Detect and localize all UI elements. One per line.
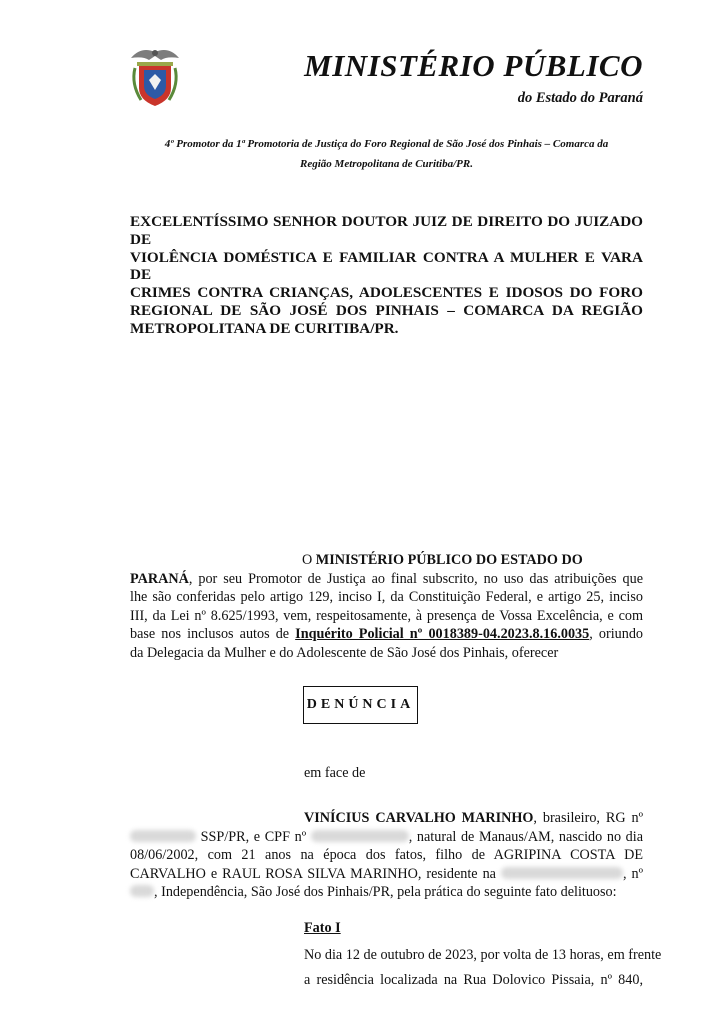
promotoria-line: 4º Promotor da 1ª Promotoria de Justiça do Foro Regional de São José dos Pinhais – Comarca da (164, 138, 609, 150)
intro-text: , por seu Promotor de Justiça ao final subscrito, no uso das atribuições que (188, 570, 643, 587)
denuncia-title: DENÚNCIA (306, 697, 415, 712)
denuncia-title-box (303, 686, 418, 724)
addressee-line: VIOLÊNCIA DOMÉSTICA E FAMILIAR CONTRA A MULHER E VARA DE (130, 248, 643, 284)
accused-text: SSP/PR, e CPF nº (196, 828, 311, 845)
intro-bold: PARANÁ (130, 570, 189, 587)
fato-line: a residência localizada na Rua Dolovico Pissaia, nº 840, (304, 972, 643, 988)
intro-bold: MINISTÉRIO PÚBLICO DO ESTADO DO (315, 552, 583, 568)
addressee-line: EXCELENTÍSSIMO SENHOR DOUTOR JUIZ DE DIREITO DO JUIZADO DE (130, 213, 643, 248)
fato-heading: Fato I (304, 920, 341, 936)
intro-line (130, 570, 643, 589)
addressee-block (130, 213, 643, 338)
addressee-line: REGIONAL DE SÃO JOSÉ DOS PINHAIS – COMARCA DA REGIÃO (130, 301, 643, 319)
redacted-rg (130, 830, 196, 842)
accused-line (130, 883, 643, 902)
inquerito-reference: Inquérito Policial nº 0018389-04.2023.8.16.0035 (295, 626, 590, 643)
accused-line: 08/06/2002, com 21 anos na época dos fatos, filho de AGRIPINA COSTA DE (130, 847, 643, 864)
page-title: MINISTÉRIO PÚBLICO (304, 48, 643, 83)
redacted-address (501, 867, 623, 879)
addressee-line: CRIMES CONTRA CRIANÇAS, ADOLESCENTES E IDOSOS DO FORO (130, 284, 643, 302)
intro-line (130, 551, 643, 570)
intro-text: , oriundo (589, 626, 644, 643)
intro-text: base nos inclusos autos de (130, 626, 296, 643)
accused-line (130, 809, 643, 828)
page-subtitle: do Estado do Paraná (517, 90, 643, 106)
accused-text: , natural de Manaus/AM, nascido no dia (408, 828, 644, 845)
fato-line: No dia 12 de outubro de 2023, por volta de 13 horas, em frente (304, 947, 662, 963)
intro-line: da Delegacia da Mulher e do Adolescente de São José dos Pinhais, oferecer (130, 644, 559, 661)
intro-line (130, 625, 643, 644)
em-face-de: em face de (304, 765, 366, 781)
accused-name: VINÍCIUS CARVALHO MARINHO (304, 810, 534, 826)
addressee-line: METROPOLITANA DE CURITIBA/PR. (130, 319, 399, 337)
parana-coat-of-arms-icon (127, 44, 183, 108)
accused-line (130, 828, 643, 847)
accused-line (130, 865, 643, 884)
fato-paragraph (304, 943, 662, 993)
promotoria-heading (130, 134, 643, 174)
redacted-cpf (311, 830, 409, 842)
intro-line: lhe são conferidas pelo artigo 129, inciso I, da Constituição Federal, e artigo 25, inciso (130, 589, 643, 606)
intro-text: O (302, 552, 316, 568)
accused-text: , brasileiro, RG nº (533, 810, 643, 826)
promotoria-line: Região Metropolitana de Curitiba/PR. (300, 158, 473, 170)
intro-line: III, da Lei nº 8.625/1993, vem, respeitosamente, à presença de Vossa Excelência, e com (130, 607, 643, 624)
accused-text: , Independência, São José dos Pinhais/PR, pela prática do seguinte fato delituoso: (154, 884, 617, 901)
redacted-number (130, 885, 154, 897)
accused-text: CARVALHO e RAUL ROSA SILVA MARINHO, residente na (130, 865, 501, 882)
accused-paragraph (130, 809, 643, 902)
accused-text: , nº (622, 865, 643, 882)
intro-paragraph (130, 551, 643, 663)
